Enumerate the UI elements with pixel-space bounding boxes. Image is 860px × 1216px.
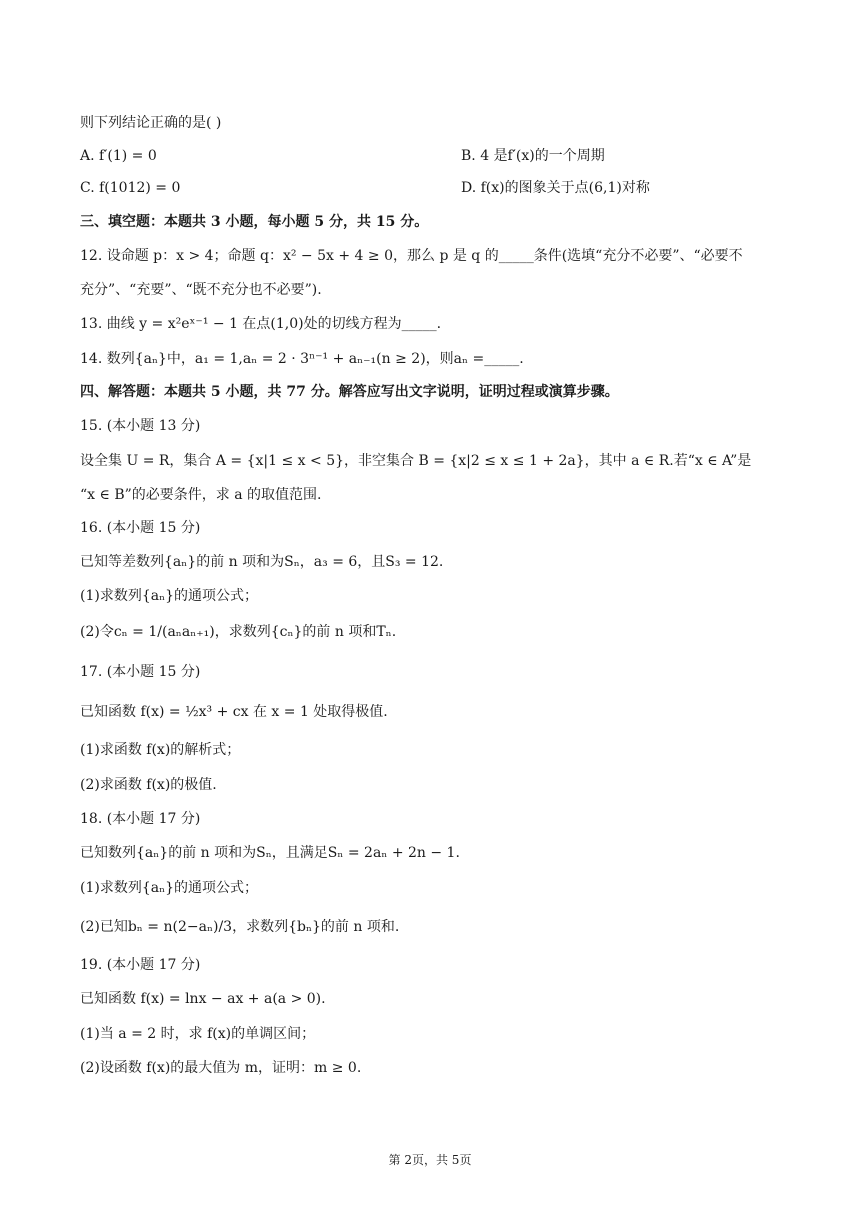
q11-option-c: C. f(1012) = 0 xyxy=(80,180,181,196)
q11-option-b: B. 4 是f′(x)的一个周期 xyxy=(461,148,605,164)
q18-line-1: 已知数列{aₙ}的前 n 项和为Sₙ，且满足Sₙ = 2aₙ + 2n − 1. xyxy=(80,845,460,861)
q18-part-1: (1)求数列{aₙ}的通项公式； xyxy=(80,880,259,896)
q17-line-1: 已知函数 f(x) = ½x³ + cx 在 x = 1 处取得极值. xyxy=(80,704,388,720)
q15-line-2: “x ∈ B”的必要条件，求 a 的取值范围. xyxy=(80,487,322,503)
q13: 13. 曲线 y = x²eˣ⁻¹ − 1 在点(1,0)处的切线方程为_____. xyxy=(80,316,442,332)
q11-option-row-2 xyxy=(80,178,782,198)
q14: 14. 数列{aₙ}中，a₁ = 1,aₙ = 2 · 3ⁿ⁻¹ + aₙ₋₁(n ≥ 2)，则aₙ =_____. xyxy=(80,351,524,367)
q17-heading: 17. (本小题 15 分) xyxy=(80,664,201,680)
q12-line-1: 12. 设命题 p：x > 4；命题 q：x² − 5x + 4 ≥ 0，那么 p 是 q 的_____条件(选填“充分不必要”、“必要不 xyxy=(80,248,743,264)
q16-part-1: (1)求数列{aₙ}的通项公式； xyxy=(80,588,259,604)
q12-line-2: 充分”、“充要”、“既不充分也不必要”). xyxy=(80,282,322,298)
q17-part-1: (1)求函数 f(x)的解析式； xyxy=(80,742,241,758)
page-footer: 第 2页，共 5页 xyxy=(388,1153,472,1167)
q11-option-a: A. f′(1) = 0 xyxy=(80,148,157,164)
section-heading-fill-in: 三、填空题：本题共 3 小题，每小题 5 分，共 15 分。 xyxy=(80,214,429,230)
q19-heading: 19. (本小题 17 分) xyxy=(80,957,201,973)
q17-part-2: (2)求函数 f(x)的极值. xyxy=(80,777,217,793)
q15-line-1: 设全集 U = R，集合 A = {x|1 ≤ x < 5}，非空集合 B = {x|2 ≤ x ≤ 1 + 2a}，其中 a ∈ R.若“x ∈ A”是 xyxy=(80,453,752,469)
q16-part-2: (2)令cₙ = 1/(aₙaₙ₊₁)，求数列{cₙ}的前 n 项和Tₙ. xyxy=(80,624,397,640)
q11-option-row-1 xyxy=(80,146,782,166)
q16-heading: 16. (本小题 15 分) xyxy=(80,520,201,536)
q18-heading: 18. (本小题 17 分) xyxy=(80,811,201,827)
q16-line-1: 已知等差数列{aₙ}的前 n 项和为Sₙ，a₃ = 6，且S₃ = 12. xyxy=(80,554,444,570)
q19-part-1: (1)当 a = 2 时，求 f(x)的单调区间； xyxy=(80,1026,316,1042)
q19-line-1: 已知函数 f(x) = lnx − ax + a(a > 0). xyxy=(80,991,326,1007)
q11-prompt: 则下列结论正确的是( ) xyxy=(80,115,222,131)
q18-part-2: (2)已知bₙ = n(2−aₙ)/3，求数列{bₙ}的前 n 项和. xyxy=(80,919,400,935)
q15-heading: 15. (本小题 13 分) xyxy=(80,418,201,434)
q19-part-2: (2)设函数 f(x)的最大值为 m，证明：m ≥ 0. xyxy=(80,1060,362,1076)
q11-option-d: D. f(x)的图象关于点(6,1)对称 xyxy=(461,180,650,196)
section-heading-answers: 四、解答题：本题共 5 小题，共 77 分。解答应写出文字说明，证明过程或演算步骤。 xyxy=(80,384,619,400)
